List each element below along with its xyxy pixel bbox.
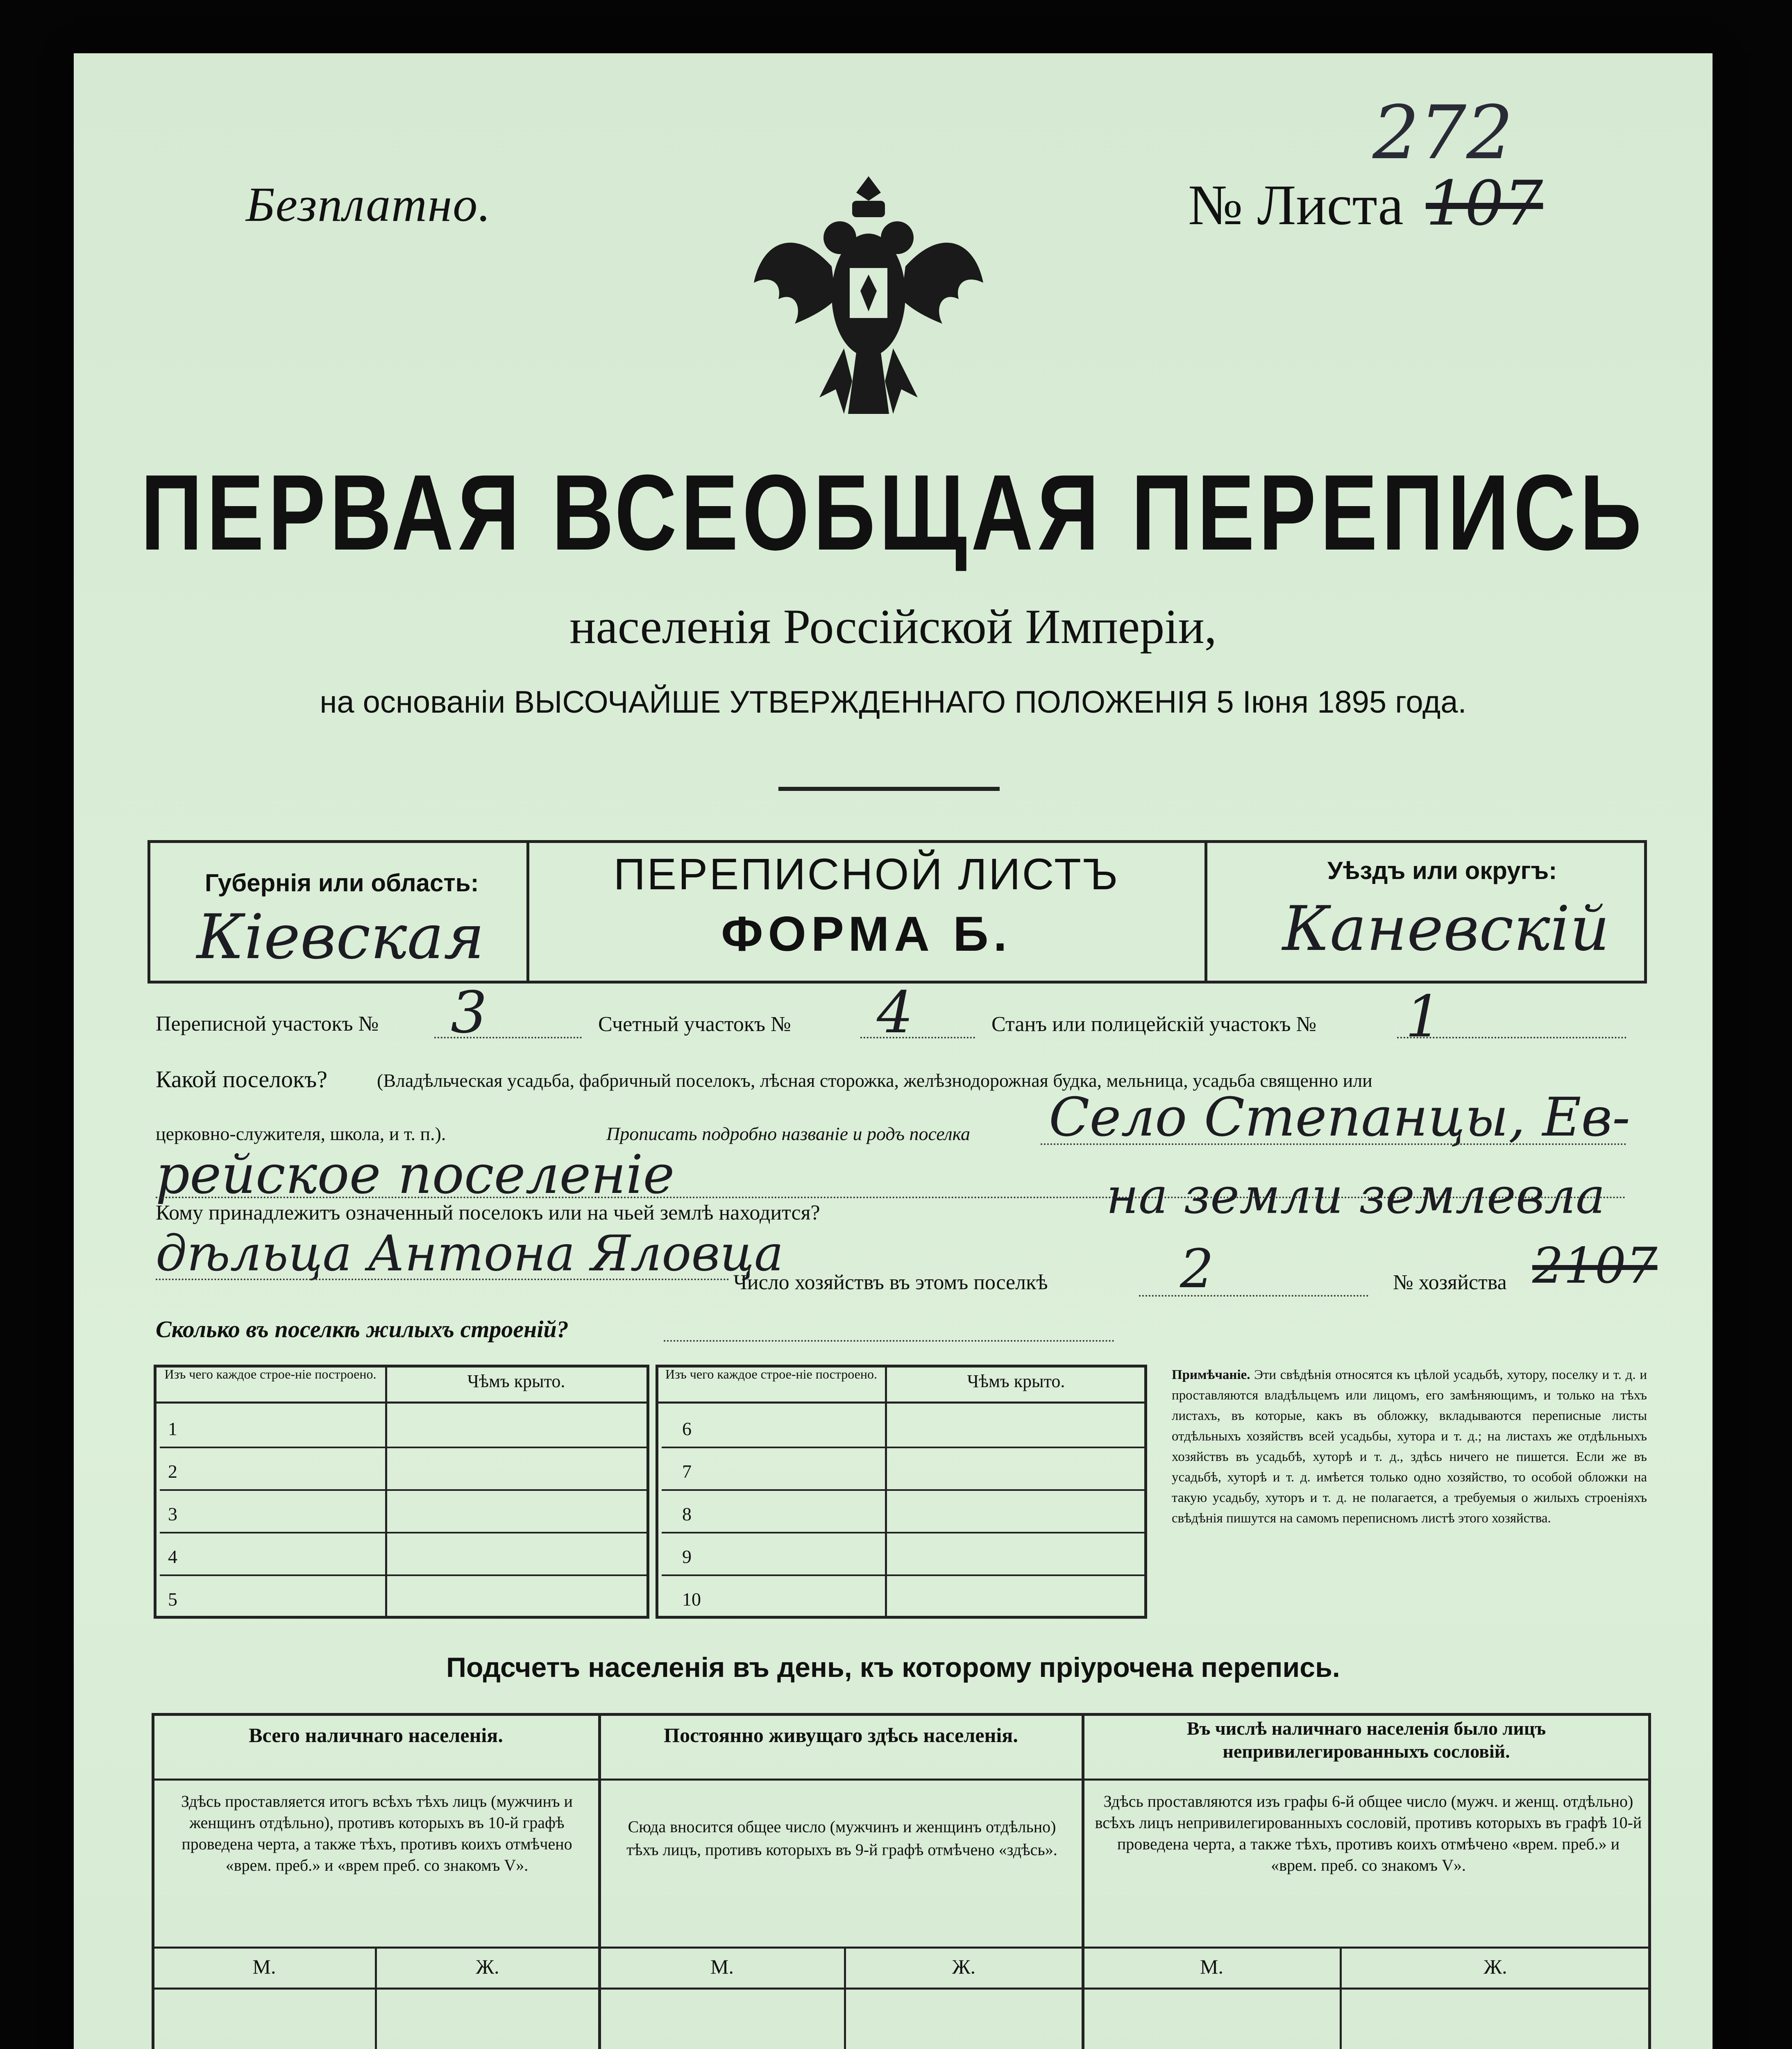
census-area-line: [434, 1037, 582, 1038]
count-area-line: [860, 1037, 975, 1038]
population-f-2: Ж.: [952, 1955, 976, 1978]
buildings-right-head-line: [656, 1402, 1147, 1404]
households-value: 2: [1180, 1238, 1214, 1300]
buildings-left-col2: Чѣмъ крыто.: [467, 1371, 565, 1391]
free-label: Безплатно.: [246, 177, 492, 232]
population-f-1: Ж.: [476, 1955, 499, 1978]
household-no-value: 2107: [1532, 1238, 1658, 1295]
district-label: Уѣздъ или округъ:: [1327, 857, 1557, 884]
buildings-left-rows: [160, 1406, 647, 1619]
province-value: Кіевская: [197, 902, 485, 973]
population-col2-text: Сюда вносится общее число (мужчинъ и женщинъ отдѣльно) тѣхъ лицъ, противъ которыхъ въ 9-й графѣ отмѣчено «здѣсь».: [626, 1817, 1057, 1859]
form-type: ФОРМА Б.: [721, 906, 1012, 961]
buildings-row: 8: [662, 1491, 1145, 1533]
province-label: Губернія или область:: [205, 869, 479, 897]
census-form-sheet: [74, 53, 1713, 2049]
note-label: Примѣчаніе.: [1172, 1368, 1250, 1382]
buildings-row: 3: [160, 1491, 647, 1533]
title-divider: [778, 787, 1000, 791]
population-title: Подсчетъ населенія въ день, къ которому пріурочена перепись.: [446, 1652, 1340, 1683]
population-col3-head: Въ числѣ наличнаго населенія было лицъ непривилегированныхъ сословій.: [1186, 1718, 1546, 1762]
owner-value-line1: на земли землевла: [1106, 1168, 1605, 1225]
settlement-value-line2: рейское поселеніе: [156, 1143, 675, 1206]
owner-label: Кому принадлежитъ означенный поселокъ или на чьей землѣ находится?: [156, 1201, 820, 1224]
settlement-instruction: Прописать подробно названіе и родъ поселка: [606, 1123, 970, 1144]
buildings-left-head-line: [154, 1402, 649, 1404]
sheet-number-label: № Листа: [1188, 173, 1404, 237]
district-value: Каневскій: [1282, 893, 1610, 965]
count-area-label: Счетный участокъ №: [598, 1013, 791, 1036]
population-div-1: [598, 1713, 601, 2049]
population-col1-head: Всего наличнаго населенія.: [249, 1724, 503, 1747]
buildings-row: 1: [160, 1406, 647, 1448]
police-area-label-text: Станъ или полицейскій участокъ №: [991, 1013, 1317, 1036]
households-line: [1139, 1295, 1368, 1297]
buildings-right-col1: Изъ чего каждое строе-ніе построено.: [665, 1367, 877, 1381]
subtitle: населенія Россійской Имперіи,: [569, 599, 1217, 654]
population-f-3: Ж.: [1484, 1955, 1507, 1978]
settlement-hint: (Владѣльческая усадьба, фабричный поселокъ, лѣсная сторожка, желѣзнодорожная будка, мельница, усадьба священно или: [377, 1070, 1372, 1091]
buildings-row: 6: [662, 1406, 1145, 1448]
population-col1-text: Здѣсь проставляется итогъ всѣхъ тѣхъ лицъ (мужчинъ и женщинъ отдѣльно), противъ которыхъ въ 10-й графѣ проведена черта, а также тѣхъ, противъ коихъ отмѣчено «врем. преб.» и «врем преб. со знакомъ V».: [181, 1792, 573, 1874]
sheet-number-value: 107: [1426, 168, 1543, 239]
legal-basis: на основаніи ВЫСОЧАЙШЕ УТВЕРЖДЕННАГО ПОЛОЖЕНІЯ 5 Іюня 1895 года.: [320, 685, 1467, 720]
buildings-row: 7: [662, 1448, 1145, 1491]
households-label: Число хозяйствъ въ этомъ поселкѣ: [733, 1271, 1048, 1294]
settlement-label: Какой поселокъ?: [156, 1066, 327, 1093]
buildings-row: 9: [662, 1533, 1145, 1576]
population-col2-head: Постоянно живущаго здѣсь населенія.: [664, 1724, 1018, 1747]
buildings-label: Сколько въ поселкѣ жилыхъ строеній?: [156, 1316, 569, 1343]
note-block: [1172, 1365, 1647, 1529]
population-head-line: [152, 1779, 1651, 1781]
pencil-page-number: 272: [1372, 90, 1513, 176]
population-m-1: М.: [252, 1955, 276, 1978]
imperial-eagle-icon: [746, 160, 991, 430]
settlement-line-1: [1041, 1143, 1626, 1145]
buildings-row: 4: [160, 1533, 647, 1576]
bleed-through-text: [168, 176, 172, 197]
census-area-value: 3: [451, 979, 488, 1046]
form-name: ПЕРЕПИСНОЙ ЛИСТЪ: [613, 849, 1120, 899]
police-area-line: [1397, 1037, 1626, 1038]
population-col3-text: Здѣсь проставляются изъ графы 6-й общее число (мужч. и женщ. отдѣльно) всѣхъ лицъ непривилегированныхъ сословій, противъ которыхъ въ графѣ 10-й проведена черта, а также тѣхъ, противъ коихъ отмѣчено «врем. преб.» и «врем. преб. со знакомъ V».: [1095, 1792, 1642, 1874]
population-m-3: М.: [1200, 1955, 1223, 1978]
buildings-row: 5: [168, 1589, 177, 1610]
population-m-2: М.: [710, 1955, 734, 1978]
owner-line: [156, 1279, 729, 1280]
buildings-row: 10: [682, 1589, 701, 1610]
owner-value-line2: дѣльца Антона Яловца: [156, 1225, 784, 1282]
count-area-value: 4: [877, 979, 914, 1046]
household-no-label: № хозяйства: [1393, 1271, 1507, 1294]
buildings-line: [664, 1340, 1114, 1342]
census-area-label: Переписной участокъ №: [156, 1012, 379, 1036]
main-title: ПЕРВАЯ ВСЕОБЩАЯ ПЕРЕПИСЬ: [141, 452, 1646, 573]
buildings-left-col1: Изъ чего каждое строе-ніе построено.: [164, 1367, 377, 1381]
settlement-hint-cont: церковно-служителя, школа, и т. п.).: [156, 1123, 446, 1144]
note-text: Эти свѣдѣнія относятся къ цѣлой усадьбѣ, хутору, поселку и т. д. и проставляются владѣльцемъ или лицомъ, его замѣняющимъ, и только на тѣхъ листахъ, въ которые, какъ въ обложку, вкладываются переписные листы отдѣльныхъ хозяйствъ всей усадьбы, хутора и т. д.; на листахъ же отдѣльныхъ хозяйствъ въ усадьбѣ, хуторѣ и т. д., здѣсь ничего не пишется. Если же въ усадьбѣ, хуторѣ и т. д. имѣется только одно хозяйство, то особой обложки на такую усадьбу, хуторъ и т. д. не полагается, а требуемыя о жилыхъ строеніяхъ свѣдѣнія пишутся на самомъ переписномъ листѣ этого хозяйства.: [1172, 1368, 1647, 1526]
police-area-value: 1: [1405, 984, 1442, 1050]
settlement-value-line1: Село Степанцы, Ев-: [1049, 1086, 1631, 1148]
buildings-right-rows: [662, 1406, 1145, 1619]
buildings-row: 2: [160, 1448, 647, 1491]
population-div-2: [1082, 1713, 1084, 2049]
buildings-right-col2: Чѣмъ крыто.: [967, 1371, 1065, 1391]
band-divider-right: [1204, 840, 1207, 984]
